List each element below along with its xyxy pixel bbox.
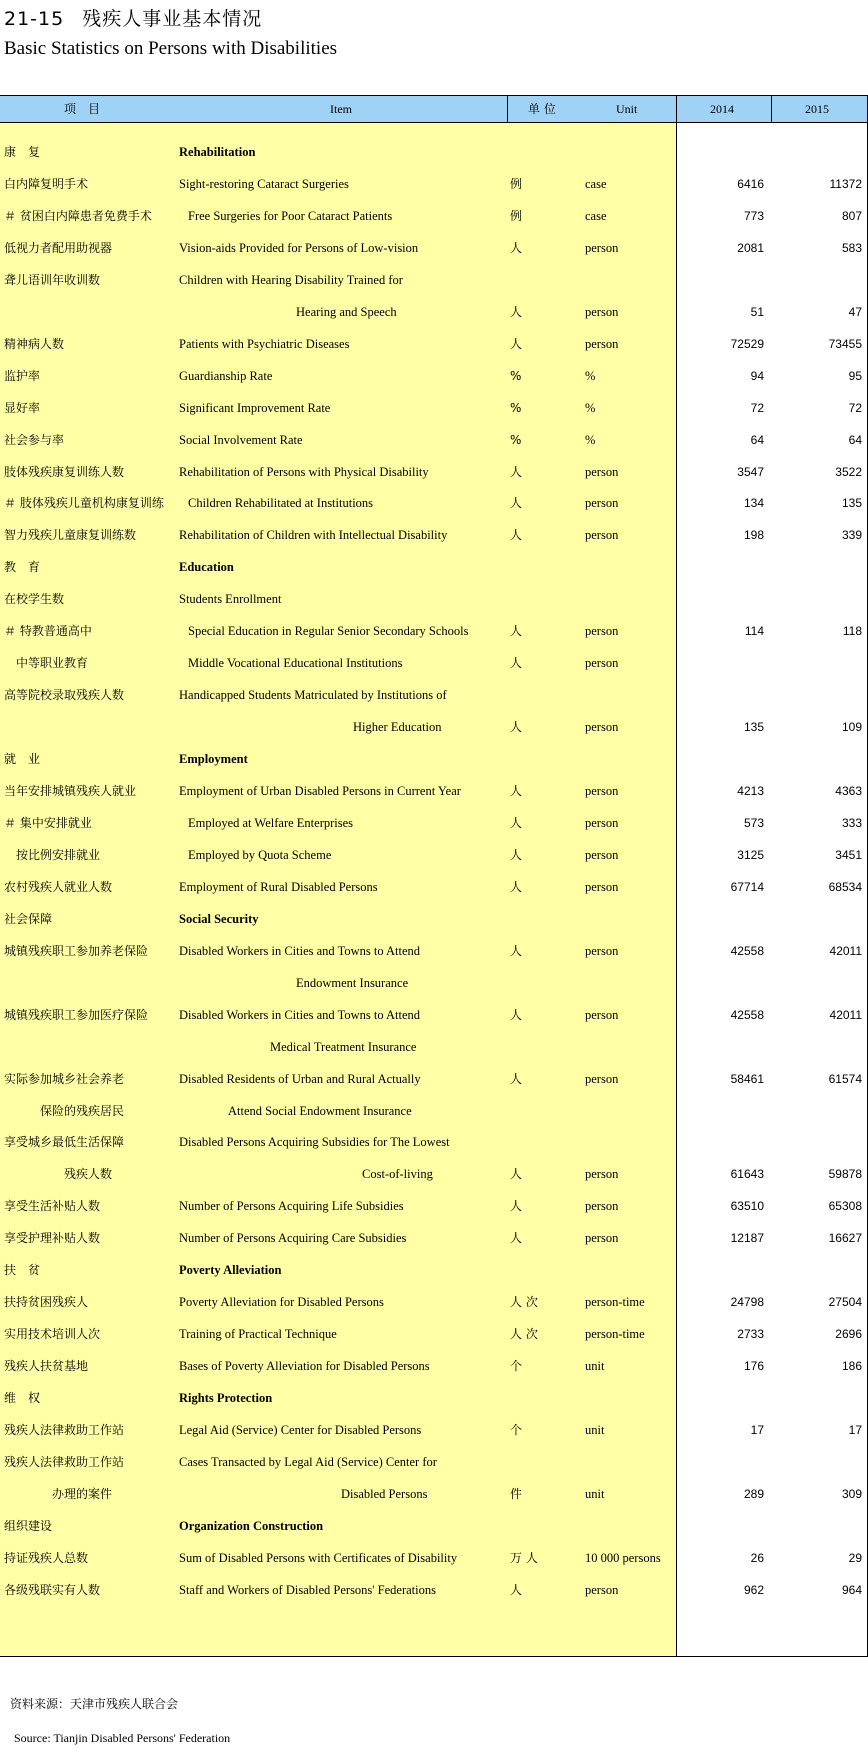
row-unit-en: person — [585, 336, 619, 351]
table-row — [0, 1350, 868, 1382]
row-unit-en: person-time — [585, 1327, 645, 1342]
table-row — [0, 264, 868, 296]
row-value-2014: 573 — [743, 815, 764, 830]
row-unit-cn: 人 — [510, 879, 523, 894]
table-row — [0, 1031, 868, 1063]
row-value-2014: 3547 — [737, 464, 764, 479]
row-value-2015: 17 — [848, 1423, 862, 1437]
row-label-cn: 残疾人扶贫基地 — [4, 1359, 89, 1374]
row-unit-cn: 人 次 — [510, 1327, 538, 1342]
row-unit-en: person — [585, 464, 619, 479]
row-label-cn: 保险的残疾居民 — [4, 1103, 125, 1118]
row-label-cn: 显好率 — [4, 400, 41, 415]
row-label-en: Bases of Poverty Alleviation for Disabled Persons — [179, 1359, 430, 1374]
row-label-cn: ＃ 肢体残疾儿童机构康复训练 — [4, 496, 164, 511]
row-unit-en: 10 000 persons — [585, 1550, 661, 1565]
row-value-2014: 17 — [750, 1423, 764, 1437]
row-unit-en: unit — [585, 1486, 605, 1501]
row-value-2015: 16627 — [828, 1231, 862, 1246]
row-value-2015: 186 — [841, 1359, 862, 1374]
row-value-2015: 47 — [848, 304, 862, 319]
row-unit-en: person — [585, 1007, 619, 1022]
row-label-en: Higher Education — [353, 720, 442, 735]
row-label-en: Special Education in Regular Senior Secondary Schools — [188, 624, 469, 639]
row-label-en: Guardianship Rate — [179, 368, 273, 383]
row-label-en: Hearing and Speech — [296, 304, 397, 319]
table-row — [0, 1063, 868, 1095]
row-value-2014: 67714 — [730, 879, 764, 894]
row-label-en: Children with Hearing Disability Trained for — [179, 272, 403, 287]
row-label-cn: 白内障复明手术 — [4, 176, 89, 191]
row-value-2014: 24798 — [730, 1295, 764, 1310]
row-label-en: Endowment Insurance — [296, 975, 409, 990]
row-label-en: Employed by Quota Scheme — [188, 847, 332, 862]
table-row — [0, 967, 868, 999]
header-year-2015: 2015 — [805, 102, 829, 116]
table-row — [0, 1574, 868, 1606]
row-unit-cn: 人 — [510, 304, 523, 319]
table-row — [0, 1446, 868, 1478]
table-row — [0, 328, 868, 360]
row-label-cn: 教 育 — [4, 560, 41, 575]
row-label-cn: 城镇残疾职工参加医疗保险 — [4, 1007, 149, 1022]
row-unit-en: % — [585, 368, 596, 383]
row-unit-cn: % — [510, 368, 522, 383]
header-divider — [507, 95, 508, 123]
table-row — [0, 168, 868, 200]
row-label-cn: 社会参与率 — [4, 432, 65, 447]
row-value-2015: 4363 — [835, 784, 862, 798]
row-label-cn: 组织建设 — [4, 1518, 53, 1533]
row-unit-en: case — [585, 176, 607, 191]
row-label-en: Number of Persons Acquiring Care Subsidies — [179, 1231, 407, 1246]
row-value-2014: 2081 — [737, 240, 764, 255]
row-label-cn: 农村残疾人就业人数 — [4, 879, 113, 894]
row-unit-en: person — [585, 1071, 619, 1086]
table-row — [0, 1414, 868, 1446]
row-label-cn: 康 复 — [4, 145, 41, 159]
table-row — [0, 935, 868, 967]
row-label-en: Cost-of-living — [362, 1167, 433, 1182]
row-label-cn: 维 权 — [4, 1391, 41, 1406]
row-unit-cn: 人 — [510, 240, 523, 255]
row-label-cn: 当年安排城镇残疾人就业 — [4, 784, 137, 798]
table-row — [0, 232, 868, 264]
table-row — [0, 1286, 868, 1318]
row-label-en: Staff and Workers of Disabled Persons' Federations — [179, 1582, 436, 1597]
row-label-cn: 精神病人数 — [4, 336, 65, 351]
row-label-en: Social Involvement Rate — [179, 432, 303, 447]
row-unit-cn: % — [510, 400, 522, 415]
row-unit-cn: 人 — [510, 656, 523, 671]
row-unit-cn: % — [510, 432, 522, 447]
row-value-2015: 333 — [841, 815, 862, 830]
row-label-en: Attend Social Endowment Insurance — [228, 1103, 412, 1118]
row-value-2014: 176 — [743, 1359, 764, 1374]
row-label-en: Disabled Workers in Cities and Towns to Attend — [179, 1007, 421, 1022]
row-value-2014: 198 — [743, 528, 764, 543]
row-unit-en: person — [585, 784, 619, 798]
header-item-en: Item — [330, 102, 352, 116]
row-unit-en: person — [585, 1167, 619, 1182]
header-divider — [771, 95, 772, 123]
row-value-2014: 962 — [743, 1582, 764, 1597]
row-label-en: Free Surgeries for Poor Cataract Patients — [188, 208, 393, 223]
row-value-2015: 95 — [848, 368, 862, 383]
table-row — [0, 999, 868, 1031]
row-value-2015: 3522 — [835, 464, 862, 479]
row-value-2014: 61643 — [730, 1167, 764, 1182]
row-value-2014: 6416 — [737, 176, 764, 191]
table-row — [0, 519, 868, 551]
table-row — [0, 424, 868, 456]
row-label-en: Poverty Alleviation — [179, 1263, 282, 1278]
page-title-cn — [4, 4, 262, 31]
row-unit-cn: 人 — [510, 336, 523, 351]
row-label-en: Number of Persons Acquiring Life Subsidies — [179, 1199, 404, 1214]
row-value-2014: 26 — [750, 1550, 764, 1565]
row-label-en: Disabled Workers in Cities and Towns to Attend — [179, 943, 421, 958]
table-row — [0, 1382, 868, 1414]
table-row — [0, 200, 868, 232]
row-label-cn: 残疾人法律救助工作站 — [4, 1454, 125, 1469]
row-value-2014: 2733 — [737, 1327, 764, 1342]
row-unit-en: person — [585, 624, 619, 639]
row-label-en: Significant Improvement Rate — [179, 400, 331, 415]
row-label-en: Employment — [179, 752, 248, 767]
row-label-en: Students Enrollment — [179, 592, 282, 607]
table-number: 21-15 — [4, 8, 65, 30]
row-label-en: Disabled Persons Acquiring Subsidies for The Lowest — [179, 1135, 450, 1150]
table-row — [0, 743, 868, 775]
table-row — [0, 1510, 868, 1542]
row-label-cn: 享受生活补贴人数 — [4, 1199, 101, 1214]
table-header — [0, 95, 868, 123]
table-row — [0, 1126, 868, 1158]
row-unit-en: person — [585, 879, 619, 894]
row-label-cn: 城镇残疾职工参加养老保险 — [4, 943, 149, 958]
row-label-en: Rights Protection — [179, 1391, 273, 1406]
source-note-cn: 资料来源：天津市残疾人联合会 — [10, 1697, 179, 1711]
row-label-en: Education — [179, 560, 234, 575]
statistics-table — [0, 95, 868, 1658]
row-value-2014: 3125 — [737, 847, 764, 862]
table-row — [0, 871, 868, 903]
row-label-cn: 监护率 — [4, 368, 41, 383]
row-label-en: Handicapped Students Matriculated by Institutions of — [179, 688, 447, 703]
table-row — [0, 296, 868, 328]
row-label-cn: 实际参加城乡社会养老 — [4, 1071, 125, 1086]
header-unit-en: Unit — [616, 102, 638, 116]
row-unit-cn: 人 — [510, 528, 523, 543]
row-value-2015: 59878 — [828, 1167, 862, 1182]
table-row — [0, 903, 868, 935]
row-unit-cn: 例 — [510, 208, 523, 223]
row-label-cn: 在校学生数 — [4, 592, 65, 607]
row-label-en: Employment of Rural Disabled Persons — [179, 879, 378, 894]
row-label-cn: ＃ 特教普通高中 — [4, 624, 92, 639]
row-label-en: Children Rehabilitated at Institutions — [188, 496, 374, 511]
table-row — [0, 1542, 868, 1574]
row-label-cn: 残疾人数 — [4, 1167, 113, 1182]
row-value-2014: 63510 — [730, 1199, 764, 1214]
row-label-cn: 残疾人法律救助工作站 — [4, 1423, 125, 1437]
row-value-2014: 135 — [743, 720, 764, 735]
table-row — [0, 1190, 868, 1222]
row-unit-cn: 人 — [510, 1582, 523, 1597]
row-value-2015: 42011 — [829, 1007, 862, 1022]
row-unit-cn: 人 — [510, 496, 523, 511]
row-label-cn: 聋儿语训年收训数 — [4, 272, 101, 287]
row-label-en: Training of Practical Technique — [179, 1327, 337, 1342]
row-unit-en: person — [585, 815, 619, 830]
row-label-cn: 各级残联实有人数 — [4, 1582, 101, 1597]
row-value-2015: 65308 — [828, 1199, 862, 1214]
row-unit-en: person — [585, 528, 619, 543]
row-label-en: Organization Construction — [179, 1518, 324, 1533]
row-value-2014: 773 — [743, 208, 764, 223]
row-label-cn: 实用技术培训人次 — [4, 1327, 101, 1342]
row-unit-cn: 例 — [510, 176, 523, 191]
row-label-cn: 就 业 — [4, 752, 41, 767]
row-unit-cn: 人 — [510, 847, 523, 862]
row-value-2014: 134 — [743, 496, 764, 511]
page-title-en: Basic Statistics on Persons with Disabilities — [4, 38, 338, 59]
row-label-en: Rehabilitation of Children with Intellectual Disability — [179, 528, 448, 543]
row-label-en: Employment of Urban Disabled Persons in Current Year — [179, 784, 461, 798]
row-label-en: Vision-aids Provided for Persons of Low-vision — [179, 240, 419, 255]
row-label-cn: 办理的案件 — [4, 1486, 113, 1501]
row-label-cn: 智力残疾儿童康复训练数 — [4, 528, 137, 543]
row-label-en: Legal Aid (Service) Center for Disabled Persons — [179, 1423, 422, 1437]
row-label-en: Disabled Persons — [341, 1486, 428, 1501]
row-value-2015: 73455 — [828, 336, 862, 351]
row-value-2015: 118 — [842, 624, 862, 639]
row-unit-en: person — [585, 240, 619, 255]
table-row — [0, 839, 868, 871]
row-unit-en: person — [585, 1582, 619, 1597]
row-label-en: Social Security — [179, 911, 259, 926]
row-value-2014: 4213 — [737, 784, 764, 798]
row-unit-en: person — [585, 847, 619, 862]
header-unit-cn: 单 位 — [528, 102, 556, 116]
header-year-2014: 2014 — [710, 102, 734, 116]
table-row — [0, 1158, 868, 1190]
row-value-2015: 807 — [841, 208, 862, 223]
row-unit-en: person — [585, 1231, 619, 1246]
row-value-2015: 3451 — [835, 847, 862, 862]
row-unit-en: person — [585, 656, 619, 671]
row-value-2014: 42558 — [730, 1007, 764, 1022]
row-value-2015: 339 — [841, 528, 862, 543]
row-unit-en: person — [585, 496, 619, 511]
header-item-cn: 项 目 — [64, 102, 101, 116]
row-label-cn: 持证残疾人总数 — [4, 1550, 89, 1565]
row-label-en: Cases Transacted by Legal Aid (Service) Center for — [179, 1454, 437, 1469]
table-row — [0, 360, 868, 392]
row-value-2015: 64 — [848, 432, 862, 447]
table-row — [0, 583, 868, 615]
row-label-en: Patients with Psychiatric Diseases — [179, 336, 350, 351]
row-value-2014: 114 — [744, 624, 764, 639]
table-row — [0, 1095, 868, 1127]
row-value-2014: 72 — [750, 400, 764, 415]
row-value-2014: 42558 — [730, 943, 764, 958]
row-value-2015: 109 — [841, 720, 862, 735]
row-unit-cn: 人 — [510, 815, 523, 830]
table-row — [0, 456, 868, 488]
row-value-2015: 964 — [841, 1582, 862, 1597]
row-label-cn: 低视力者配用助视器 — [4, 240, 113, 255]
table-row — [0, 711, 868, 743]
row-unit-cn: 人 — [510, 1007, 523, 1022]
row-label-cn: 扶 贫 — [4, 1263, 41, 1278]
row-unit-cn: 个 — [510, 1359, 523, 1374]
row-label-cn: 肢体残疾康复训练人数 — [4, 464, 125, 479]
row-label-cn: ＃ 集中安排就业 — [4, 815, 92, 830]
table-row — [0, 551, 868, 583]
row-value-2015: 61574 — [828, 1071, 862, 1086]
row-unit-cn: 人 — [510, 464, 523, 479]
row-label-cn: 按比例安排就业 — [4, 847, 101, 862]
row-unit-en: unit — [585, 1423, 605, 1437]
row-label-cn: ＃ 贫困白内障患者免费手术 — [4, 208, 152, 223]
row-value-2014: 12187 — [730, 1231, 764, 1246]
table-row — [0, 615, 868, 647]
row-value-2014: 51 — [750, 304, 764, 319]
row-unit-cn: 万 人 — [510, 1550, 538, 1565]
row-value-2014: 72529 — [730, 336, 764, 351]
row-unit-cn: 人 — [510, 784, 523, 798]
row-label-cn: 高等院校录取残疾人数 — [4, 688, 125, 703]
row-value-2015: 2696 — [835, 1327, 862, 1342]
row-label-en: Sum of Disabled Persons with Certificates of Disability — [179, 1550, 458, 1565]
row-unit-cn: 人 — [510, 1071, 523, 1086]
table-row — [0, 679, 868, 711]
row-label-en: Middle Vocational Educational Institutions — [188, 656, 403, 671]
row-value-2015: 11372 — [829, 176, 862, 191]
row-value-2015: 583 — [841, 240, 862, 255]
row-value-2015: 135 — [841, 496, 862, 511]
row-unit-cn: 人 — [510, 1199, 523, 1214]
title-cn-text: 残疾人事业基本情况 — [82, 8, 263, 30]
row-value-2015: 68534 — [828, 879, 862, 894]
table-row — [0, 136, 868, 168]
row-value-2015: 42011 — [829, 943, 862, 958]
row-value-2014: 64 — [750, 432, 764, 447]
row-unit-en: person — [585, 720, 619, 735]
row-value-2015: 309 — [841, 1486, 862, 1501]
table-row — [0, 775, 868, 807]
row-value-2015: 29 — [848, 1550, 862, 1565]
row-value-2015: 27504 — [828, 1295, 862, 1310]
row-label-en: Poverty Alleviation for Disabled Persons — [179, 1295, 384, 1310]
row-value-2014: 58461 — [730, 1071, 764, 1086]
row-label-en: Rehabilitation — [179, 145, 256, 159]
row-unit-cn: 个 — [510, 1423, 523, 1437]
row-label-en: Sight-restoring Cataract Surgeries — [179, 176, 349, 191]
row-unit-cn: 人 次 — [510, 1295, 538, 1310]
table-row — [0, 392, 868, 424]
table-row — [0, 1478, 868, 1510]
row-value-2014: 289 — [743, 1486, 764, 1501]
row-value-2015: 72 — [848, 400, 862, 415]
table-row — [0, 807, 868, 839]
row-label-cn: 中等职业教育 — [4, 656, 89, 671]
row-unit-cn: 人 — [510, 1167, 523, 1182]
row-label-cn: 享受城乡最低生活保障 — [4, 1135, 125, 1150]
table-row — [0, 1222, 868, 1254]
row-label-en: Medical Treatment Insurance — [270, 1039, 417, 1054]
row-unit-cn: 人 — [510, 943, 523, 958]
table-row — [0, 647, 868, 679]
row-label-cn: 社会保障 — [4, 911, 53, 926]
row-unit-cn: 人 — [510, 720, 523, 735]
table-bottom-border — [0, 1656, 868, 1657]
table-row — [0, 1254, 868, 1286]
row-unit-en: person-time — [585, 1295, 645, 1310]
row-value-2014: 94 — [750, 368, 764, 383]
row-unit-en: person — [585, 1199, 619, 1214]
row-unit-cn: 人 — [510, 624, 523, 639]
row-unit-en: case — [585, 208, 607, 223]
row-unit-cn: 件 — [510, 1486, 523, 1501]
row-label-en: Employed at Welfare Enterprises — [188, 815, 354, 830]
row-unit-en: person — [585, 943, 619, 958]
row-unit-en: % — [585, 432, 596, 447]
table-row — [0, 487, 868, 519]
source-note-en: Source: Tianjin Disabled Persons' Federation — [14, 1731, 231, 1745]
row-label-cn: 享受护理补贴人数 — [4, 1231, 101, 1246]
table-row — [0, 1318, 868, 1350]
row-label-en: Disabled Residents of Urban and Rural Actually — [179, 1071, 421, 1086]
row-unit-en: unit — [585, 1359, 605, 1374]
row-label-en: Rehabilitation of Persons with Physical Disability — [179, 464, 429, 479]
row-unit-en: person — [585, 304, 619, 319]
row-unit-en: % — [585, 400, 596, 415]
row-unit-cn: 人 — [510, 1231, 523, 1246]
row-label-cn: 扶持贫困残疾人 — [4, 1295, 89, 1310]
